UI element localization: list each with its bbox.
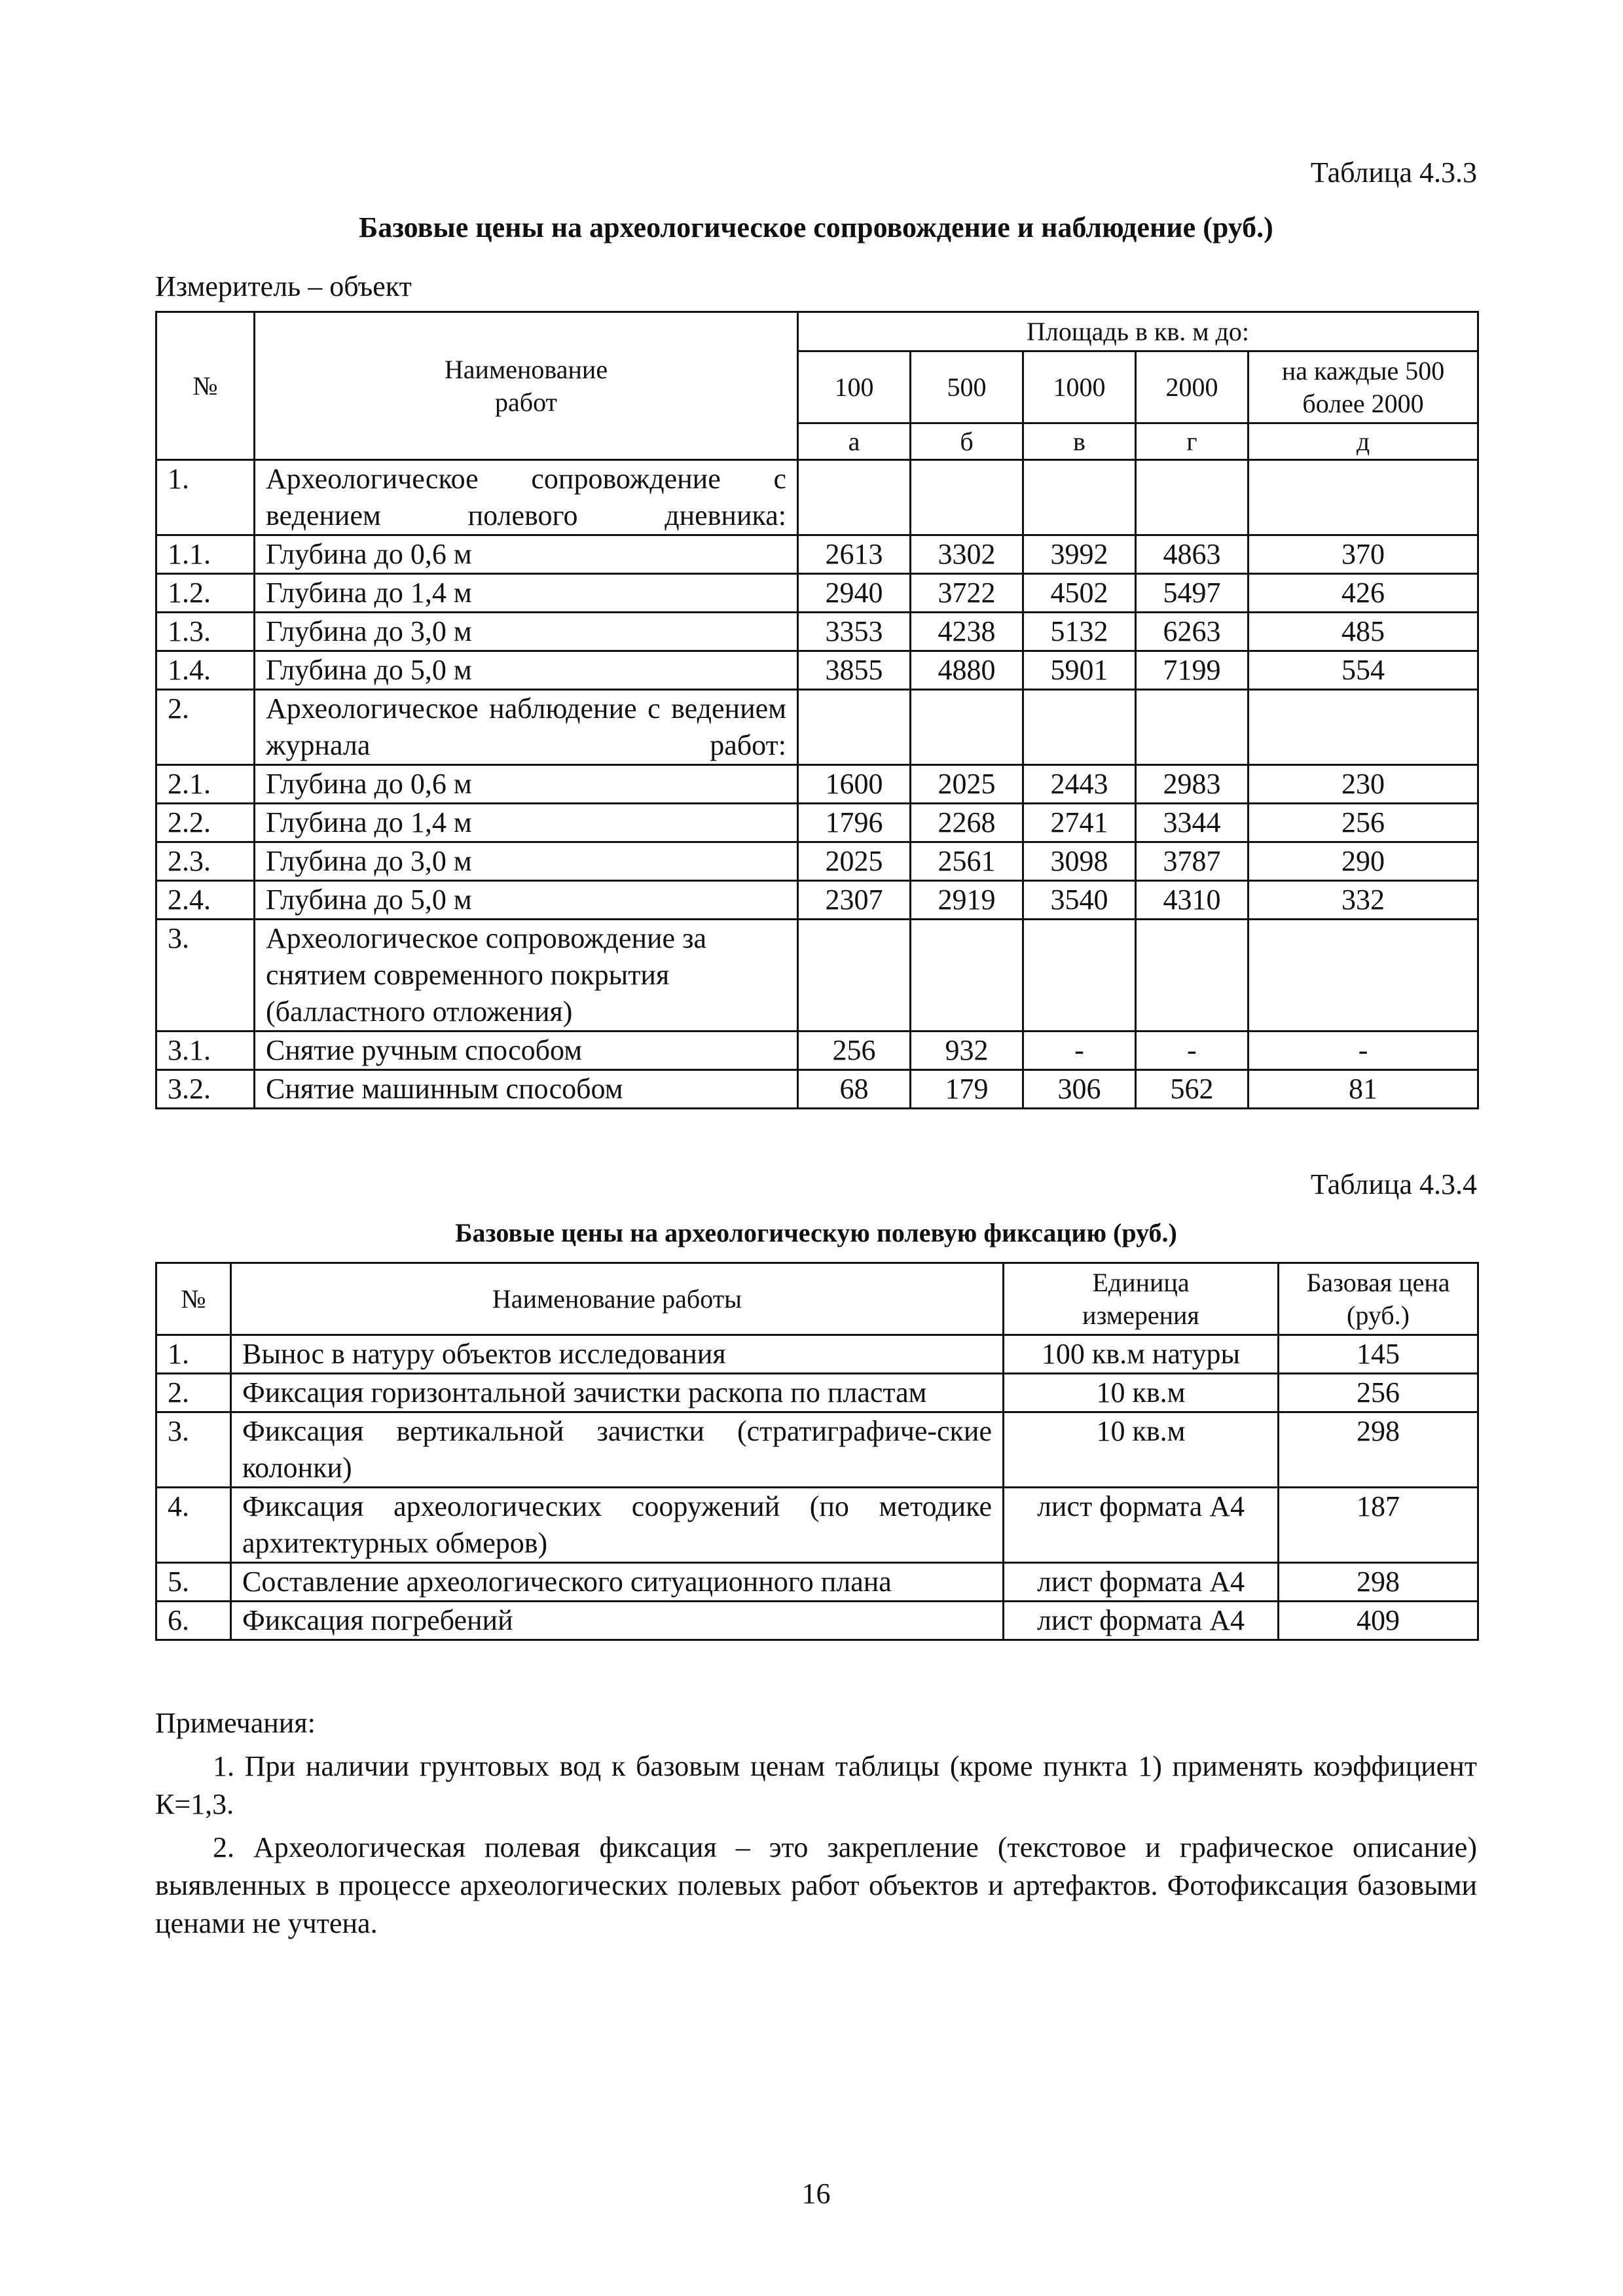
- table2-header-name: Наименование работы: [231, 1263, 1004, 1335]
- table1-cell-value: 256: [1249, 804, 1478, 842]
- table1-row: [156, 535, 1478, 574]
- table2-cell-unit: 100 кв.м натуры: [1004, 1335, 1279, 1374]
- table1-cell-value: 5132: [1023, 613, 1136, 651]
- table2-cell-price: 298: [1279, 1563, 1478, 1602]
- table1-header-area: Площадь в кв. м до:: [798, 312, 1478, 351]
- table2-cell-num: 1.: [156, 1335, 231, 1374]
- table1-cell-name: Глубина до 0,6 м: [255, 765, 798, 804]
- table1-row: [156, 1031, 1478, 1070]
- table2-caption: Таблица 4.3.4: [1310, 1168, 1477, 1200]
- table1-header-name-text: Наименование работ: [444, 354, 608, 417]
- table1-cell-value: 1600: [798, 765, 911, 804]
- table2-cell-num: 3.: [156, 1412, 231, 1488]
- table1-cell-value: 5901: [1023, 651, 1136, 690]
- table2-cell-unit: лист формата А4: [1004, 1488, 1279, 1563]
- table1-cell-name: Глубина до 3,0 м: [255, 613, 798, 651]
- table1-header-col: 100: [798, 351, 911, 423]
- table1-cell-value: 2741: [1023, 804, 1136, 842]
- table2-cell-name: Фиксация археологических сооружений (по методике архитектурных обмеров): [231, 1488, 1004, 1563]
- table1-row: [156, 765, 1478, 804]
- table2-cell-price: 298: [1279, 1412, 1478, 1488]
- table1-cell-value: [1136, 920, 1249, 1031]
- table1-cell-value: 554: [1249, 651, 1478, 690]
- table1-cell-value: 3787: [1136, 842, 1249, 881]
- table1-cell-value: 4238: [911, 613, 1023, 651]
- table1-cell-name: Глубина до 5,0 м: [255, 881, 798, 920]
- table2-cell-num: 2.: [156, 1374, 231, 1412]
- table1-cell-value: [798, 690, 911, 765]
- table1-row: [156, 804, 1478, 842]
- table2: [155, 1262, 1479, 1641]
- table1-cell-value: 3098: [1023, 842, 1136, 881]
- table1-cell-value: [911, 690, 1023, 765]
- table1-cell-name: Снятие ручным способом: [255, 1031, 798, 1070]
- note-item: 2. Археологическая полевая фиксация – это закрепление (текстовое и графическое описание) выявленных в процессе археологических полевых работ объектов и артефактов. Фотофиксация базовыми ценами не учтена.: [155, 1831, 1477, 1939]
- table1-cell-value: [798, 460, 911, 535]
- table1-cell-value: 68: [798, 1070, 911, 1109]
- table1-row: [156, 842, 1478, 881]
- table1-cell-value: 256: [798, 1031, 911, 1070]
- page-number: 16: [801, 2178, 831, 2210]
- table1-cell-value: 3353: [798, 613, 911, 651]
- table1-cell-value: 3302: [911, 535, 1023, 574]
- table2-cell-unit: лист формата А4: [1004, 1563, 1279, 1602]
- table1-row: [156, 460, 1478, 535]
- table1-header-letter: д: [1249, 423, 1478, 460]
- table1-cell-num: 2.2.: [156, 804, 255, 842]
- table2-row: [156, 1412, 1478, 1488]
- table1-cell-value: [911, 920, 1023, 1031]
- table1-cell-num: 3.: [156, 920, 255, 1031]
- table1-cell-value: 290: [1249, 842, 1478, 881]
- table2-row: [156, 1563, 1478, 1602]
- table1-cell-num: 2.: [156, 690, 255, 765]
- table1-cell-value: 932: [911, 1031, 1023, 1070]
- table2-row: [156, 1602, 1478, 1640]
- table1-cell-value: [911, 460, 1023, 535]
- table1-cell-value: 2940: [798, 574, 911, 613]
- table2-header-num: №: [156, 1263, 231, 1335]
- table2-header-price-text: Базовая цена (руб.): [1306, 1267, 1450, 1330]
- table2-header-unit: [1004, 1263, 1279, 1335]
- table2-title: Базовые цены на археологическую полевую фиксацию (руб.): [455, 1218, 1177, 1247]
- table1-cell-value: 3992: [1023, 535, 1136, 574]
- table1-cell-value: 4863: [1136, 535, 1249, 574]
- table2-row: [156, 1335, 1478, 1374]
- table1-meter: Измеритель – объект: [155, 270, 412, 302]
- table1-cell-value: [1136, 460, 1249, 535]
- table1-cell-value: 4880: [911, 651, 1023, 690]
- table1-cell-value: 485: [1249, 613, 1478, 651]
- table1-cell-value: 2443: [1023, 765, 1136, 804]
- table2-cell-name: Составление археологического ситуационного плана: [231, 1563, 1004, 1602]
- table1-header-letter: в: [1023, 423, 1136, 460]
- table1-cell-value: 2983: [1136, 765, 1249, 804]
- table2-header-unit-text: Единица измерения: [1082, 1267, 1199, 1330]
- table1-header-col: 2000: [1136, 351, 1249, 423]
- table1: [155, 311, 1479, 1109]
- table1-cell-value: 2025: [911, 765, 1023, 804]
- table1-cell-num: 2.1.: [156, 765, 255, 804]
- table1-cell-value: 81: [1249, 1070, 1478, 1109]
- table2-cell-name: Фиксация погребений: [231, 1602, 1004, 1640]
- table1-cell-num: 1.1.: [156, 535, 255, 574]
- notes-heading: Примечания:: [155, 1707, 316, 1739]
- table1-cell-value: 3855: [798, 651, 911, 690]
- table1-header-letter: б: [911, 423, 1023, 460]
- table1-cell-value: [1249, 460, 1478, 535]
- table1-cell-num: 2.3.: [156, 842, 255, 881]
- table1-cell-name: Глубина до 1,4 м: [255, 804, 798, 842]
- table1-header-letter: а: [798, 423, 911, 460]
- table1-cell-value: [1249, 690, 1478, 765]
- table1-header-col: 1000: [1023, 351, 1136, 423]
- table1-cell-value: 6263: [1136, 613, 1249, 651]
- table1-header-col: 500: [911, 351, 1023, 423]
- table1-cell-value: -: [1136, 1031, 1249, 1070]
- table2-cell-name: Фиксация горизонтальной зачистки раскопа по пластам: [231, 1374, 1004, 1412]
- table2-cell-unit: 10 кв.м: [1004, 1412, 1279, 1488]
- table1-row: [156, 613, 1478, 651]
- table2-row: [156, 1374, 1478, 1412]
- note-item: 1. При наличии грунтовых вод к базовым ценам таблицы (кроме пункта 1) применять коэффициент К=1,3.: [155, 1750, 1477, 1820]
- table1-cell-name: Археологическое сопровождение с ведением полевого дневника:: [255, 460, 798, 535]
- table1-cell-value: 2268: [911, 804, 1023, 842]
- table1-header-letter: г: [1136, 423, 1249, 460]
- table2-header-price: [1279, 1263, 1478, 1335]
- table1-cell-value: 179: [911, 1070, 1023, 1109]
- table1-cell-value: [1023, 920, 1136, 1031]
- table1-header-col: на каждые 500 более 2000: [1249, 351, 1478, 423]
- table1-cell-value: 2561: [911, 842, 1023, 881]
- table2-cell-num: 5.: [156, 1563, 231, 1602]
- table1-cell-value: 2919: [911, 881, 1023, 920]
- table1-title: Базовые цены на археологическое сопровождение и наблюдение (руб.): [359, 211, 1273, 243]
- table1-cell-value: [1249, 920, 1478, 1031]
- table1-cell-value: 3722: [911, 574, 1023, 613]
- table1-cell-value: [798, 920, 911, 1031]
- table1-cell-value: 230: [1249, 765, 1478, 804]
- table1-cell-value: 370: [1249, 535, 1478, 574]
- table1-cell-num: 1.3.: [156, 613, 255, 651]
- table1-cell-num: 2.4.: [156, 881, 255, 920]
- table1-row: [156, 574, 1478, 613]
- table2-cell-unit: 10 кв.м: [1004, 1374, 1279, 1412]
- table1-cell-name: Снятие машинным способом: [255, 1070, 798, 1109]
- table1-cell-num: 3.1.: [156, 1031, 255, 1070]
- table2-cell-unit: лист формата А4: [1004, 1602, 1279, 1640]
- table1-cell-value: 2025: [798, 842, 911, 881]
- table2-cell-name: Вынос в натуру объектов исследования: [231, 1335, 1004, 1374]
- table2-row: [156, 1488, 1478, 1563]
- table1-row: [156, 690, 1478, 765]
- table1-cell-name: Археологическое наблюдение с ведением журнала работ:: [255, 690, 798, 765]
- table1-cell-name: Глубина до 1,4 м: [255, 574, 798, 613]
- table2-cell-price: 409: [1279, 1602, 1478, 1640]
- table1-row: [156, 1070, 1478, 1109]
- table1-header-name: [255, 312, 798, 460]
- table1-cell-value: 3344: [1136, 804, 1249, 842]
- table2-cell-name: Фиксация вертикальной зачистки (стратиграфиче-ские колонки): [231, 1412, 1004, 1488]
- table1-cell-num: 3.2.: [156, 1070, 255, 1109]
- table2-cell-price: 256: [1279, 1374, 1478, 1412]
- table1-cell-value: 3540: [1023, 881, 1136, 920]
- table1-cell-value: 2613: [798, 535, 911, 574]
- table1-cell-name: Глубина до 5,0 м: [255, 651, 798, 690]
- notes: [155, 1704, 1477, 1943]
- table1-row: [156, 651, 1478, 690]
- table1-cell-name: Глубина до 0,6 м: [255, 535, 798, 574]
- table1-row: [156, 920, 1478, 1031]
- table1-cell-value: -: [1249, 1031, 1478, 1070]
- table1-cell-name: Археологическое сопровождение за снятием современного покрытия (балластного отложения): [255, 920, 798, 1031]
- table1-row: [156, 881, 1478, 920]
- table1-cell-value: 332: [1249, 881, 1478, 920]
- table1-cell-num: 1.4.: [156, 651, 255, 690]
- table2-cell-num: 6.: [156, 1602, 231, 1640]
- table1-cell-value: 1796: [798, 804, 911, 842]
- table1-cell-value: 5497: [1136, 574, 1249, 613]
- table1-cell-value: -: [1023, 1031, 1136, 1070]
- table1-cell-value: 4502: [1023, 574, 1136, 613]
- table1-cell-num: 1.2.: [156, 574, 255, 613]
- table1-cell-value: [1023, 690, 1136, 765]
- table1-cell-value: 306: [1023, 1070, 1136, 1109]
- table2-cell-price: 145: [1279, 1335, 1478, 1374]
- table2-cell-num: 4.: [156, 1488, 231, 1563]
- table1-cell-value: [1023, 460, 1136, 535]
- table1-caption: Таблица 4.3.3: [1310, 156, 1477, 188]
- table1-cell-value: [1136, 690, 1249, 765]
- table1-cell-value: 562: [1136, 1070, 1249, 1109]
- table1-header-num: №: [156, 312, 255, 460]
- table2-cell-price: 187: [1279, 1488, 1478, 1563]
- table1-cell-num: 1.: [156, 460, 255, 535]
- table1-cell-name: Глубина до 3,0 м: [255, 842, 798, 881]
- table1-cell-value: 4310: [1136, 881, 1249, 920]
- table1-cell-value: 7199: [1136, 651, 1249, 690]
- table1-cell-value: 426: [1249, 574, 1478, 613]
- table1-cell-value: 2307: [798, 881, 911, 920]
